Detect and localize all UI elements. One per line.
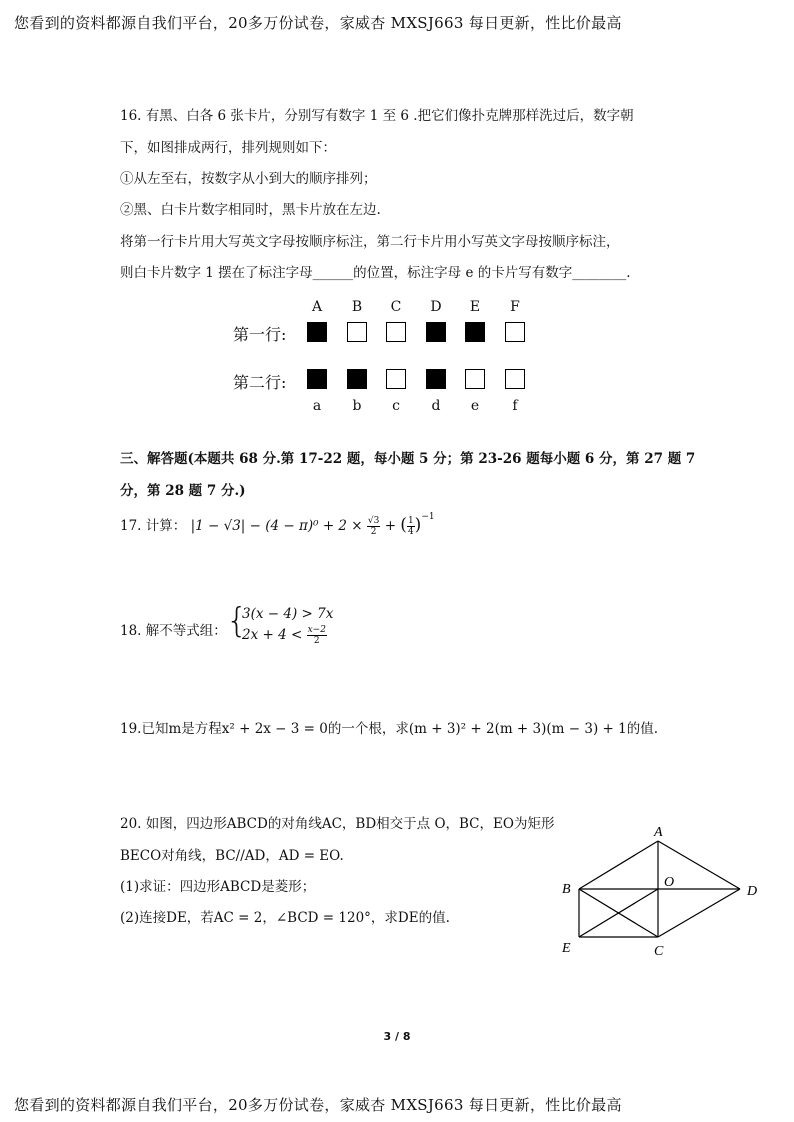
q17-expression: |1 − √3| − (4 − π)⁰ + 2 ×	[190, 518, 363, 534]
q20-line1: 20. 如图，四边形ABCD的对角线AC，BD相交于点 O，BC，EO为矩形	[120, 816, 555, 832]
row1-letter-F: F	[510, 299, 520, 315]
bottom-banner: 您看到的资料都源自我们平台，20多万份试卷，家威杏 MXSJ663 每日更新，性比价最高	[14, 1096, 622, 1114]
row2-letter-f: f	[512, 398, 518, 414]
q16-line6: 则白卡片数字 1 摆在了标注字母______的位置，标注字母 e 的卡片写有数字________.	[120, 265, 631, 281]
row1-card-A	[307, 322, 327, 342]
q17-frac2-num: 1	[407, 516, 414, 526]
row2-card-e	[465, 369, 485, 389]
q17-frac1-den: 2	[370, 527, 377, 537]
label-D: D	[747, 884, 758, 899]
segment-DC	[658, 889, 740, 937]
q17-prefix: 17. 计算：	[120, 518, 187, 534]
row1-card-C	[386, 322, 406, 342]
row1-letter-C: C	[390, 299, 402, 315]
row2-letter-c: c	[392, 398, 400, 414]
segment-BA	[579, 841, 658, 889]
row2-letter-a: a	[312, 398, 322, 414]
label-E: E	[562, 941, 571, 956]
row1-label: 第一行:	[233, 325, 287, 344]
row2-label: 第二行:	[233, 373, 287, 392]
row2-letter-e: e	[470, 398, 480, 414]
q16-line5: 将第一行卡片用大写英文字母按顺序标注，第二行卡片用小写英文字母按顺序标注，	[120, 234, 620, 250]
row2-letter-b: b	[352, 398, 362, 414]
row1-card-F	[505, 322, 525, 342]
row1-letter-A: A	[311, 299, 323, 315]
top-banner: 您看到的资料都源自我们平台，20多万份试卷，家威杏 MXSJ663 每日更新，性比价最高	[14, 14, 622, 32]
q18-brace: {	[226, 601, 248, 641]
q17-fraction-1-over-4	[407, 516, 415, 537]
row2-card-a	[307, 369, 327, 389]
q19: 19.已知m是方程x² + 2x − 3 = 0的一个根，求(m + 3)² + 2(m + 3)(m − 3) + 1的值.	[120, 721, 658, 737]
q18-frac-num: x−2	[307, 625, 326, 635]
row1-card-E	[465, 322, 485, 342]
row1-card-D	[426, 322, 446, 342]
row2-letter-d: d	[431, 398, 441, 414]
q17-plus: +	[384, 518, 396, 534]
page-number: 3 / 8	[383, 1030, 411, 1043]
q18-frac-den: 2	[313, 636, 320, 646]
row1-letter-D: D	[430, 299, 442, 315]
row1-letter-E: E	[469, 299, 481, 315]
q16-line2: 下，如图排成两行，排列规则如下：	[120, 140, 336, 156]
q18-inequality-1: 3(x − 4) > 7x	[242, 606, 334, 622]
row2-card-d	[426, 369, 446, 389]
q17-frac2-den: 4	[407, 527, 414, 537]
q20-line3: (1)求证：四边形ABCD是菱形；	[120, 879, 316, 895]
q20-line4: (2)连接DE，若AC = 2，∠BCD = 120°，求DE的值.	[120, 910, 450, 926]
q16-line1: 16. 有黑、白各 6 张卡片，分别写有数字 1 至 6 .把它们像扑克牌那样洗过后，数字朝	[120, 108, 634, 124]
q18-prefix: 18. 解不等式组：	[120, 623, 227, 639]
label-A: A	[654, 825, 663, 840]
label-C: C	[654, 944, 664, 959]
q16-line3: ①从左至右，按数字从小到大的顺序排列；	[120, 171, 377, 187]
section3-heading-line2: 分，第 28 题 7 分.)	[120, 483, 246, 499]
label-O: O	[664, 875, 675, 890]
row2-card-c	[386, 369, 406, 389]
q17: 17. 计算： |1 − √3| − (4 − π)⁰ + 2 × $\frac{√3}{2}$ + ( $\frac{1}{4}$ )$^{-1}$	[120, 511, 435, 537]
q18-ineq2-left: 2x + 4 <	[242, 627, 303, 643]
row2-card-f	[505, 369, 525, 389]
q20-line2: BECO对角线，BC//AD，AD = EO.	[120, 848, 344, 864]
q16-line4: ②黑、白卡片数字相同时，黑卡片放在左边.	[120, 202, 381, 218]
q18-fraction	[307, 625, 327, 646]
q17-exponent: −1	[421, 511, 435, 522]
label-B: B	[562, 882, 571, 897]
row1-letter-B: B	[351, 299, 363, 315]
row2-card-b	[347, 369, 367, 389]
q18-inequality-2	[242, 625, 327, 646]
row1-card-B	[347, 322, 367, 342]
section3-heading-line1: 三、解答题(本题共 68 分.第 17-22 题，每小题 5 分；第 23-26 题每小题 6 分，第 27 题 7	[120, 451, 696, 467]
geometry-figure	[550, 820, 780, 965]
q17-frac1-num: √3	[367, 516, 380, 526]
q17-fraction-sqrt3-over-2	[367, 516, 380, 537]
